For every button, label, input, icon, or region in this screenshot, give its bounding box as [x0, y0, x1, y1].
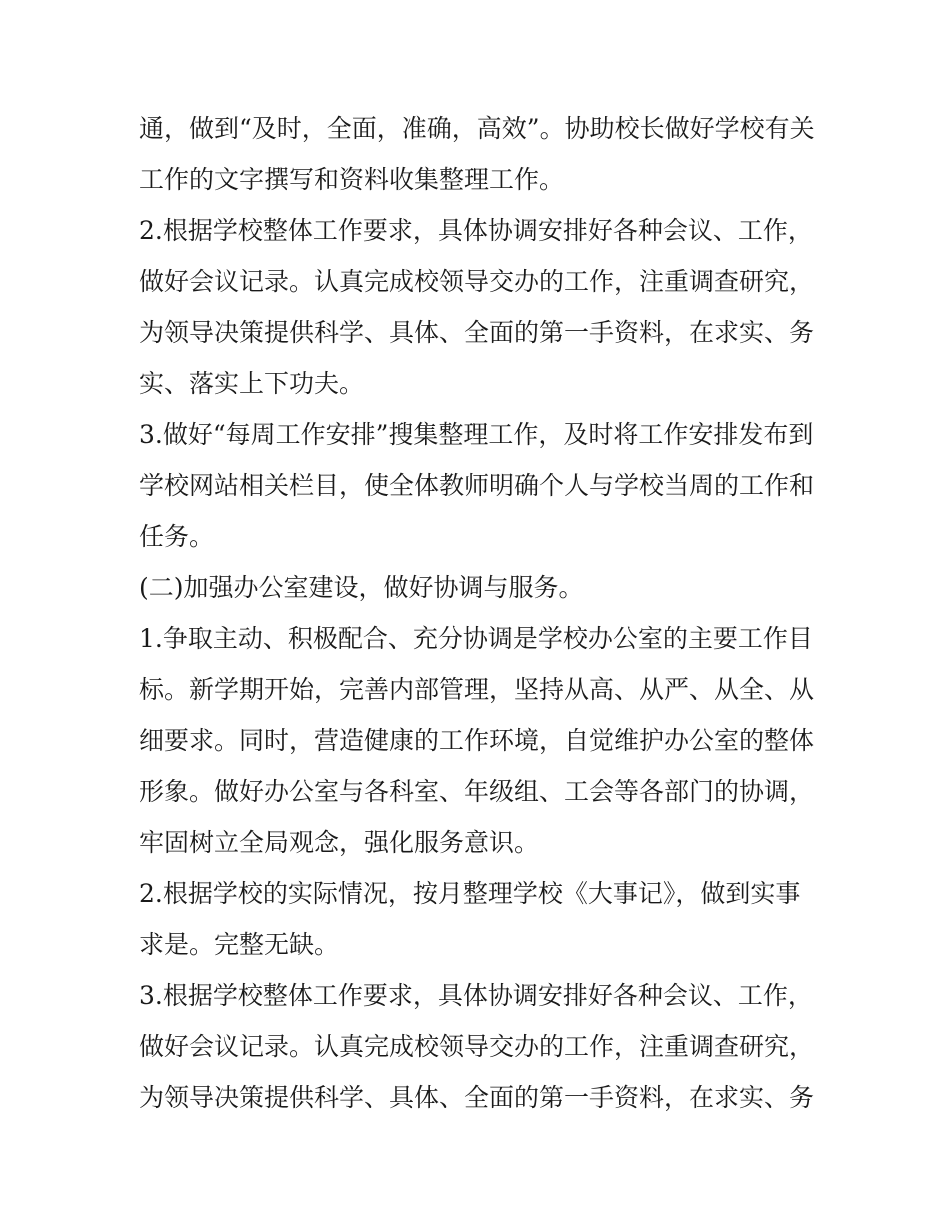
text-line: 为领导决策提供科学、具体、全面的第一手资料，在求实、务 — [139, 1083, 815, 1112]
text-line: 做好会议记录。认真完成校领导交办的工作，注重调查研究， — [139, 267, 815, 296]
text-line: 3.根据学校整体工作要求，具体协调安排好各种会议、工作， — [139, 981, 813, 1010]
text-line: 细要求。同时，营造健康的工作环境，自觉维护办公室的整体 — [139, 726, 815, 755]
text-line: 标。新学期开始，完善内部管理，坚持从高、从严、从全、从 — [139, 675, 815, 704]
text-line: 形象。做好办公室与各科室、年级组、工会等各部门的协调， — [139, 777, 815, 806]
document-body — [139, 103, 819, 1123]
text-line: 牢固树立全局观念，强化服务意识。 — [139, 828, 540, 857]
text-line: 学校网站相关栏目，使全体教师明确个人与学校当周的工作和 — [139, 471, 815, 500]
text-line: 2.根据学校的实际情况，按月整理学校《大事记》，做到实事 — [139, 879, 801, 908]
text-line: 2.根据学校整体工作要求，具体协调安排好各种会议、工作， — [139, 216, 813, 245]
text-line: 做好会议记录。认真完成校领导交办的工作，注重调查研究， — [139, 1032, 815, 1061]
section-heading: (二)加强办公室建设，做好协调与服务。 — [139, 573, 584, 602]
text-line: 实、落实上下功夫。 — [139, 369, 365, 398]
text-line: 任务。 — [139, 522, 215, 551]
text-line: 1.争取主动、积极配合、充分协调是学校办公室的主要工作目 — [139, 624, 813, 653]
text-line: 通，做到“及时，全面，准确，高效”。协助校长做好学校有关 — [139, 114, 815, 143]
text-line: 求是。完整无缺。 — [139, 930, 340, 959]
text-line: 为领导决策提供科学、具体、全面的第一手资料，在求实、务 — [139, 318, 815, 347]
text-line: 3.做好“每周工作安排”搜集整理工作，及时将工作安排发布到 — [139, 420, 814, 449]
text-line: 工作的文字撰写和资料收集整理工作。 — [139, 165, 565, 194]
